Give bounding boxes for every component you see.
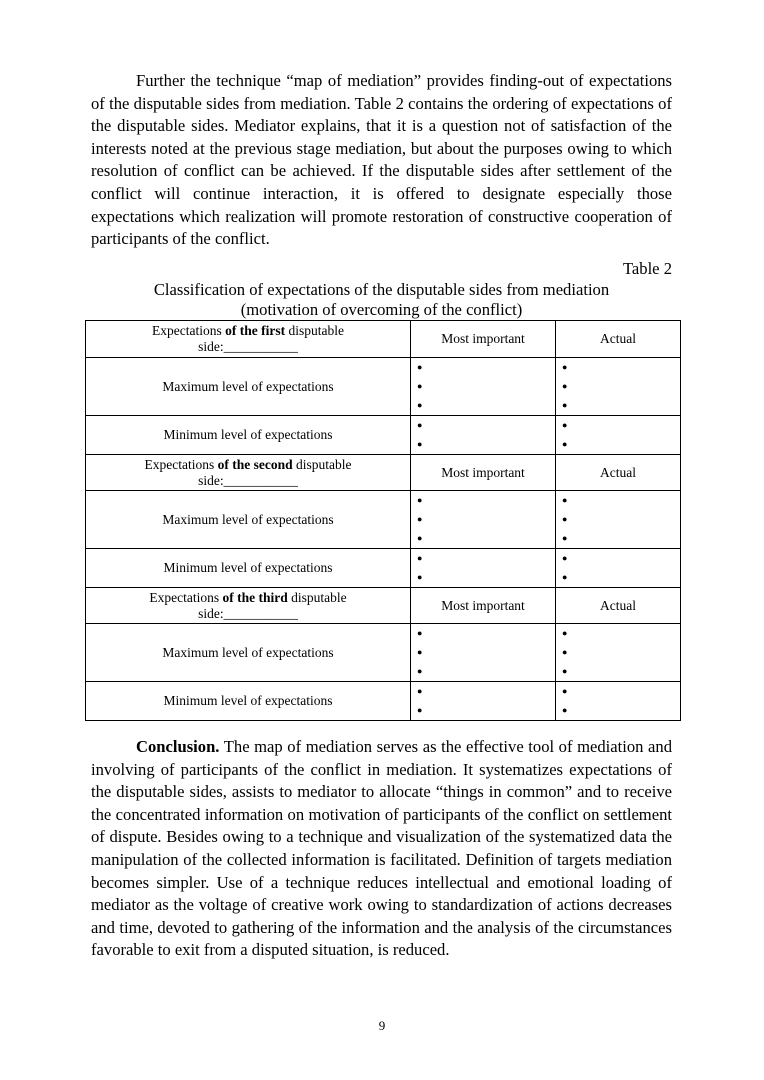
table-caption [91,280,672,320]
bullet [562,377,680,396]
max-row [86,624,681,682]
bullet [562,358,680,377]
bullet [562,396,680,415]
actual-header: Actual [556,321,681,358]
most-important-cell [411,416,556,455]
max-level-label: Maximum level of expectations [86,358,411,416]
side-header-row [86,588,681,624]
most-important-header: Most important [411,455,556,491]
bullet [562,624,680,643]
most-important-cell [411,549,556,588]
bullet [417,358,555,377]
bullet [562,435,680,454]
bullet [417,549,555,568]
most-important-cell [411,358,556,416]
bullet [562,549,680,568]
most-important-header: Most important [411,321,556,358]
actual-cell [556,624,681,682]
actual-header: Actual [556,455,681,491]
max-row [86,491,681,549]
bullet [417,682,555,701]
actual-header: Actual [556,588,681,624]
caption-line-2: (motivation of overcoming of the conflict) [240,300,523,319]
min-level-label: Minimum level of expectations [86,416,411,455]
bullet [417,624,555,643]
min-level-label: Minimum level of expectations [86,682,411,721]
most-important-cell [411,491,556,549]
bullet [562,682,680,701]
max-level-label: Maximum level of expectations [86,491,411,549]
max-level-label: Maximum level of expectations [86,624,411,682]
bullet [562,662,680,681]
max-row [86,358,681,416]
bullet [417,416,555,435]
bullet [417,662,555,681]
page-number: 9 [378,1018,386,1033]
side-header-cell: Expectations of the first disputable side:___________ [86,321,411,358]
actual-cell [556,682,681,721]
side-header-cell: Expectations of the second disputable side:___________ [86,455,411,491]
bullet [562,701,680,720]
bullet [562,568,680,587]
bullet [417,529,555,548]
bullet [417,701,555,720]
table-label: Table 2 [622,259,672,278]
min-row [86,549,681,588]
bullet [562,529,680,548]
expectations-table [85,320,681,721]
bullet [562,510,680,529]
bullet [562,643,680,662]
most-important-cell [411,682,556,721]
min-level-label: Minimum level of expectations [86,549,411,588]
actual-cell [556,416,681,455]
actual-cell [556,491,681,549]
bullet [417,435,555,454]
side-header-cell: Expectations of the third disputable side:___________ [86,588,411,624]
actual-cell [556,549,681,588]
most-important-header: Most important [411,588,556,624]
caption-line-1: Classification of expectations of the disputable sides from mediation [153,280,610,299]
intro-paragraph: Further the technique “map of mediation” provides finding-out of expectations of the disputable sides from mediation. Table 2 contains the ordering of expectations of the disputable sides. Mediator explains, that it is a question not of satisfaction of the interests noted at the previous stage mediation, but about the purposes owing to which resolution of conflict can be achieved. If the disputable sides after settlement of the conflict will continue interaction, it is offered to designate especially those expectations which realization will promote restoration of constructive cooperation of participants of the conflict. [91,71,672,249]
side-header-row [86,321,681,358]
actual-cell [556,358,681,416]
bullet [562,491,680,510]
bullet [417,568,555,587]
min-row [86,416,681,455]
bullet [562,416,680,435]
bullet [417,643,555,662]
most-important-cell [411,624,556,682]
bullet [417,491,555,510]
conclusion-heading: Conclusion. [136,737,220,756]
bullet [417,396,555,415]
side-header-row [86,455,681,491]
conclusion-paragraph: Conclusion. The map of mediation serves as the effective tool of mediation and involving of participants of the conflict in mediation. It systematizes expectations of the disputable sides, assists to mediator to allocate “things in common” and to receive the concentrated information on motivation of participants of the conflict on settlement of dispute. Besides owing to a technique and visualization of the systematized data the manipulation of the collected information is facilitated. Definition of targets mediation becomes simpler. Use of a technique reduces intellectual and emotional loading of mediator as the voltage of creative work owing to standardization of actions decreases and time, devoted to gathering of the information and the analysis of the circumstances favorable to exit from a disputed situation, is reduced. [91,737,672,960]
min-row [86,682,681,721]
bullet [417,510,555,529]
bullet [417,377,555,396]
